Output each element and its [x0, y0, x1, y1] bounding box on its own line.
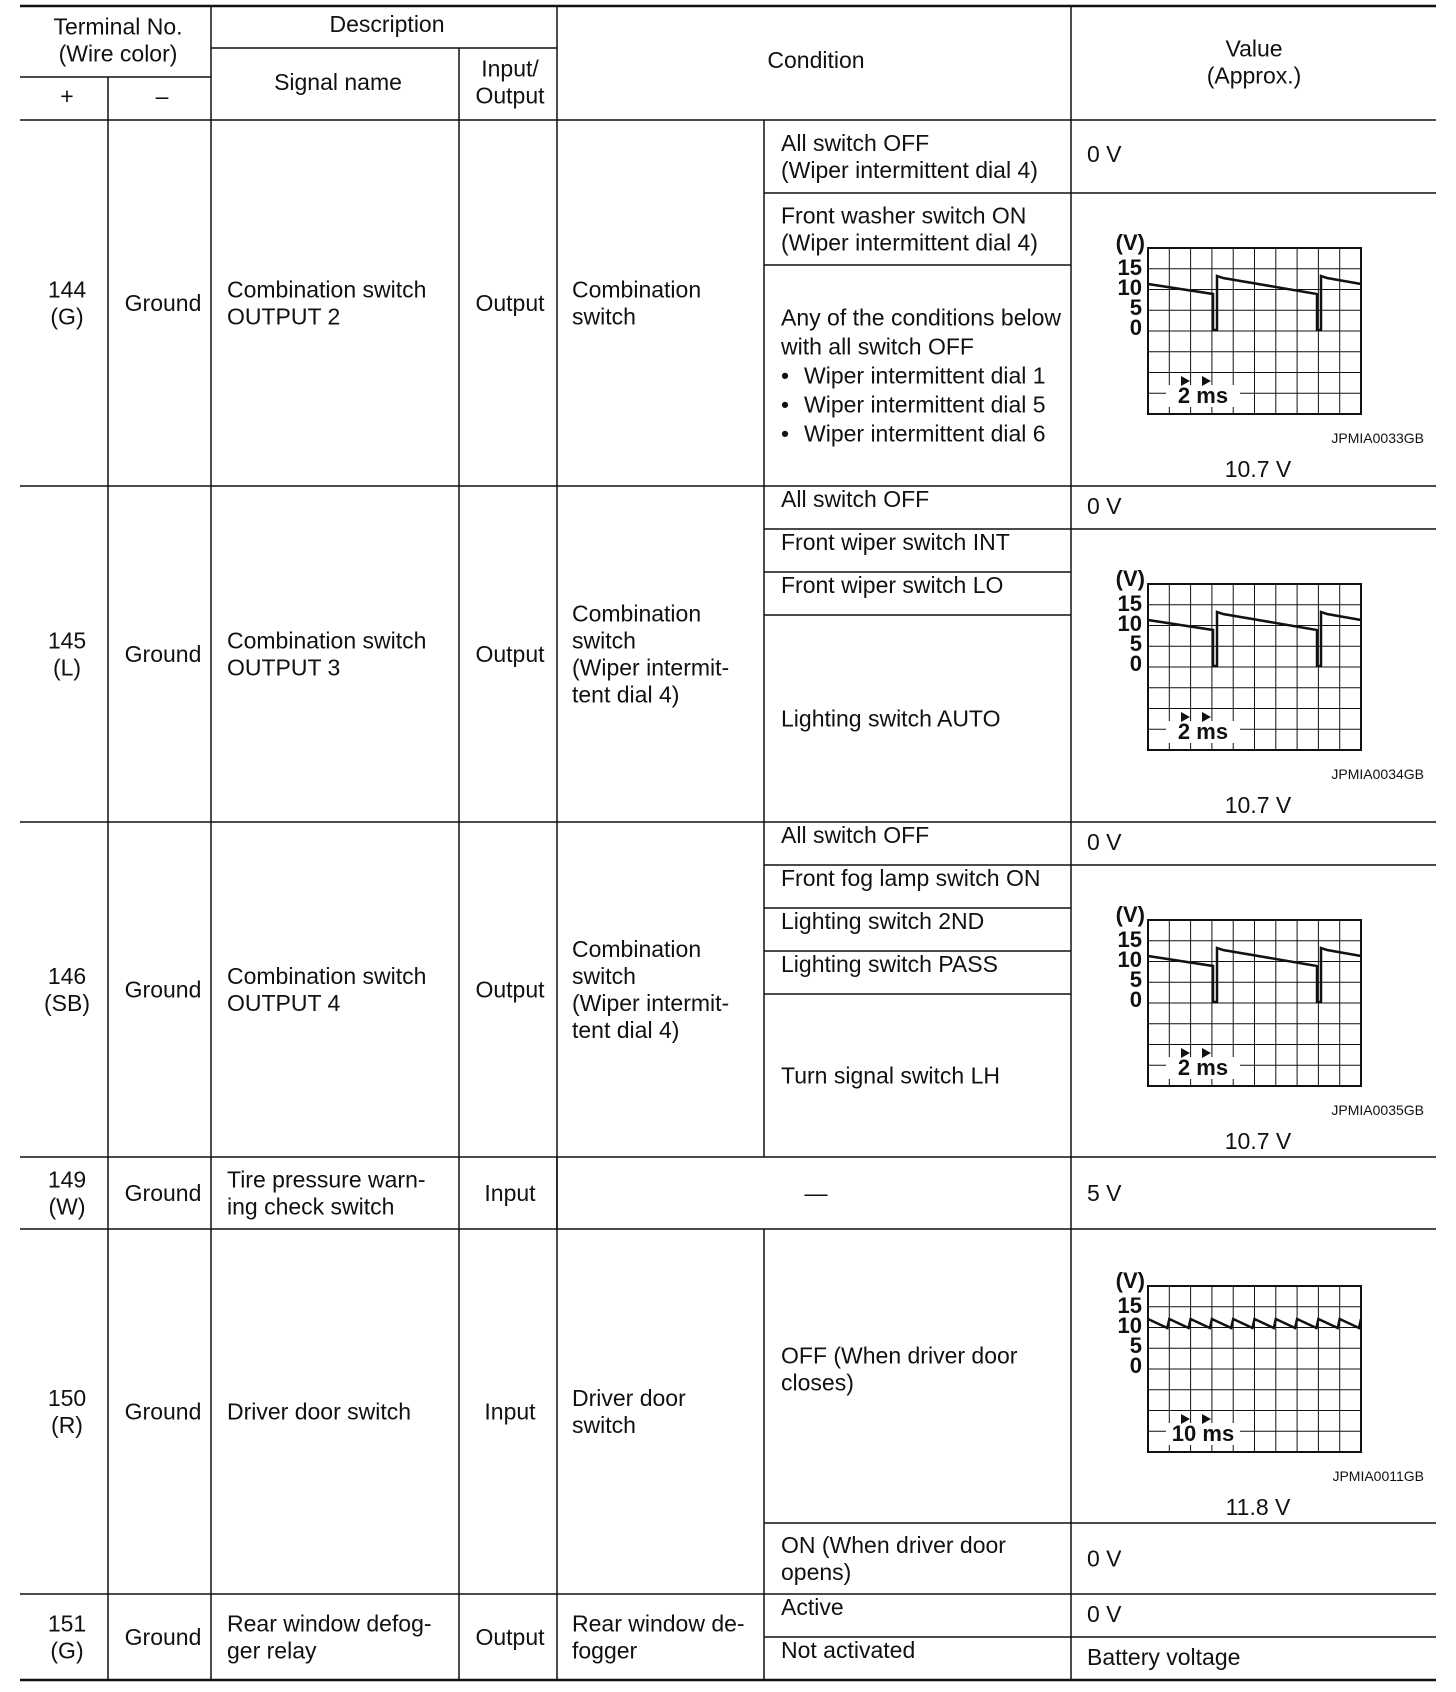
- condition-150-0: closes): [781, 1369, 854, 1396]
- bullet-dot: •: [781, 391, 790, 418]
- waveform-time-label: 10 ms: [1171, 1421, 1235, 1446]
- condition-144-2: with all switch OFF: [781, 333, 974, 360]
- waveform-ytick: 10: [1117, 275, 1142, 300]
- terminal-149: 149: [47, 1166, 87, 1193]
- waveform-144: [1116, 230, 1424, 482]
- condition-144-1: Front washer switch ON: [781, 202, 1027, 229]
- condition-144-0: All switch OFF: [781, 130, 930, 156]
- table-text: [44, 11, 1301, 1670]
- value-145-0: 0 V: [1087, 493, 1122, 519]
- condition-144-1: (Wiper intermittent dial 4): [781, 229, 1038, 256]
- waveform-time-label: 2 ms: [1177, 1055, 1229, 1080]
- signal-name-146: OUTPUT 4: [227, 990, 341, 1016]
- waveform-unit: (V): [1115, 902, 1145, 927]
- waveform-code: JPMIA0035GB: [1331, 1102, 1424, 1118]
- terminal-144: 144: [47, 276, 87, 303]
- io-144: Output: [475, 290, 545, 316]
- header-terminal-no: Terminal No.: [53, 13, 183, 40]
- waveform-145: [1116, 566, 1424, 818]
- waveform-unit: (V): [1115, 1268, 1145, 1293]
- waveform-value: 10.7 V: [1224, 456, 1292, 482]
- condition-main-145: (Wiper intermit-: [572, 654, 730, 681]
- signal-name-145: OUTPUT 3: [227, 654, 341, 681]
- waveform-ytick: 15: [1117, 591, 1142, 616]
- waveform-code: JPMIA0034GB: [1331, 766, 1424, 782]
- ground-151: Ground: [124, 1624, 202, 1650]
- header-plus: +: [60, 83, 74, 109]
- signal-name-150: Driver door switch: [227, 1398, 412, 1425]
- condition-146-4: Turn signal switch LH: [781, 1062, 1001, 1089]
- terminal-151: (G): [50, 1637, 84, 1664]
- header-input-output: Input/: [481, 55, 539, 82]
- value-150-1: 0 V: [1087, 1545, 1122, 1572]
- io-150: Input: [484, 1398, 536, 1425]
- signal-name-145: Combination switch: [227, 627, 427, 654]
- io-146: Output: [475, 976, 545, 1003]
- terminal-146: 146: [47, 963, 87, 989]
- waveform-ytick: 0: [1129, 315, 1142, 340]
- condition-150-1: ON (When driver door: [781, 1532, 1006, 1558]
- condition-150-0: OFF (When driver door: [781, 1342, 1018, 1369]
- header-signal-name: Signal name: [274, 69, 402, 95]
- waveform-ytick: 5: [1129, 295, 1142, 320]
- condition-150-1: opens): [781, 1559, 852, 1585]
- condition-main-145: tent dial 4): [572, 681, 680, 708]
- condition-145-3: Lighting switch AUTO: [781, 705, 1001, 732]
- ground-144: Ground: [124, 290, 202, 316]
- waveform-146: [1116, 902, 1424, 1154]
- waveform-ytick: 15: [1117, 255, 1142, 280]
- condition-144-2-bullet: Wiper intermittent dial 1: [804, 362, 1046, 389]
- waveform-ytick: 5: [1129, 631, 1142, 656]
- terminal-145: (L): [52, 654, 82, 681]
- value-146-0: 0 V: [1087, 829, 1122, 855]
- condition-144-2: Any of the conditions below: [781, 304, 1062, 331]
- header-terminal-no: (Wire color): [58, 40, 178, 67]
- waveform-unit: (V): [1115, 566, 1145, 591]
- condition-145-2: Front wiper switch LO: [781, 572, 1004, 598]
- waveform-ytick: 15: [1117, 1293, 1142, 1318]
- waveform-time-label: 2 ms: [1177, 719, 1229, 744]
- condition-dash: —: [804, 1180, 828, 1206]
- signal-name-144: OUTPUT 2: [227, 303, 341, 330]
- bullet-dot: •: [781, 420, 790, 447]
- terminal-151: 151: [47, 1610, 87, 1637]
- header-condition: Condition: [767, 47, 865, 73]
- condition-146-0: All switch OFF: [781, 822, 930, 848]
- bullet-dot: •: [781, 362, 790, 389]
- waveform-ytick: 10: [1117, 611, 1142, 636]
- value-144-0: 0 V: [1087, 141, 1122, 167]
- io-145: Output: [475, 641, 545, 667]
- condition-146-2: Lighting switch 2ND: [781, 908, 985, 934]
- header-input-output: Output: [475, 82, 545, 109]
- waveform-ytick: 0: [1129, 651, 1142, 676]
- condition-145-0: All switch OFF: [781, 486, 930, 512]
- terminal-145: 145: [47, 627, 87, 654]
- condition-main-144: Combination: [572, 276, 702, 303]
- header-minus: –: [155, 83, 169, 109]
- signal-name-144: Combination switch: [227, 276, 427, 303]
- condition-main-146: switch: [572, 963, 636, 989]
- terminal-150: 150: [47, 1385, 87, 1411]
- signal-name-149: ing check switch: [227, 1193, 395, 1220]
- waveform-value: 10.7 V: [1224, 1128, 1292, 1154]
- condition-146-3: Lighting switch PASS: [781, 951, 998, 977]
- condition-main-146: tent dial 4): [572, 1017, 680, 1043]
- condition-144-0: (Wiper intermittent dial 4): [781, 157, 1038, 183]
- io-149: Input: [484, 1180, 536, 1206]
- condition-main-144: switch: [572, 303, 636, 330]
- condition-main-150: switch: [572, 1412, 636, 1438]
- waveform-value: 11.8 V: [1225, 1494, 1291, 1520]
- terminal-146: (SB): [44, 990, 90, 1016]
- terminal-150: (R): [51, 1412, 83, 1438]
- waveform-code: JPMIA0011GB: [1332, 1468, 1424, 1484]
- signal-name-151: Rear window defog-: [227, 1610, 432, 1637]
- header-value: Value: [1225, 35, 1283, 62]
- io-151: Output: [475, 1624, 545, 1650]
- value-151-1: Battery voltage: [1087, 1644, 1241, 1670]
- value-149: 5 V: [1087, 1180, 1122, 1206]
- waveform-ytick: 0: [1129, 987, 1142, 1012]
- condition-main-151: fogger: [572, 1637, 638, 1664]
- waveform-unit: (V): [1115, 230, 1145, 255]
- ground-145: Ground: [124, 641, 202, 667]
- value-151-0: 0 V: [1087, 1601, 1122, 1627]
- signal-name-146: Combination switch: [227, 963, 427, 989]
- terminal-144: (G): [50, 303, 84, 330]
- condition-main-145: switch: [572, 627, 636, 654]
- header-value: (Approx.): [1206, 62, 1302, 89]
- waveform-value: 10.7 V: [1224, 792, 1292, 818]
- condition-145-1: Front wiper switch INT: [781, 529, 1010, 555]
- waveform-ytick: 5: [1129, 967, 1142, 992]
- condition-144-2-bullet: Wiper intermittent dial 5: [804, 391, 1046, 418]
- waveforms: [1116, 230, 1424, 1520]
- condition-main-145: Combination: [572, 600, 702, 627]
- waveform-ytick: 10: [1117, 1313, 1142, 1338]
- header-description: Description: [329, 11, 445, 37]
- condition-main-146: (Wiper intermit-: [572, 990, 730, 1016]
- ground-150: Ground: [124, 1398, 202, 1425]
- waveform-code: JPMIA0033GB: [1331, 430, 1424, 446]
- condition-146-1: Front fog lamp switch ON: [781, 865, 1041, 891]
- condition-144-2-bullet: Wiper intermittent dial 6: [804, 420, 1046, 447]
- ground-146: Ground: [124, 976, 202, 1003]
- condition-151-1: Not activated: [781, 1637, 916, 1663]
- waveform-ytick: 5: [1129, 1333, 1142, 1358]
- signal-name-149: Tire pressure warn-: [227, 1166, 426, 1193]
- condition-151-0: Active: [781, 1594, 844, 1620]
- terminal-149: (W): [48, 1193, 86, 1220]
- waveform-150: [1116, 1268, 1424, 1520]
- signal-name-151: ger relay: [227, 1637, 317, 1664]
- waveform-ytick: 0: [1129, 1353, 1142, 1378]
- condition-main-150: Driver door: [572, 1385, 686, 1411]
- waveform-time-label: 2 ms: [1177, 383, 1229, 408]
- waveform-ytick: 10: [1117, 947, 1142, 972]
- condition-main-146: Combination: [572, 936, 702, 962]
- ground-149: Ground: [124, 1180, 202, 1206]
- waveform-ytick: 15: [1117, 927, 1142, 952]
- condition-main-151: Rear window de-: [572, 1610, 745, 1637]
